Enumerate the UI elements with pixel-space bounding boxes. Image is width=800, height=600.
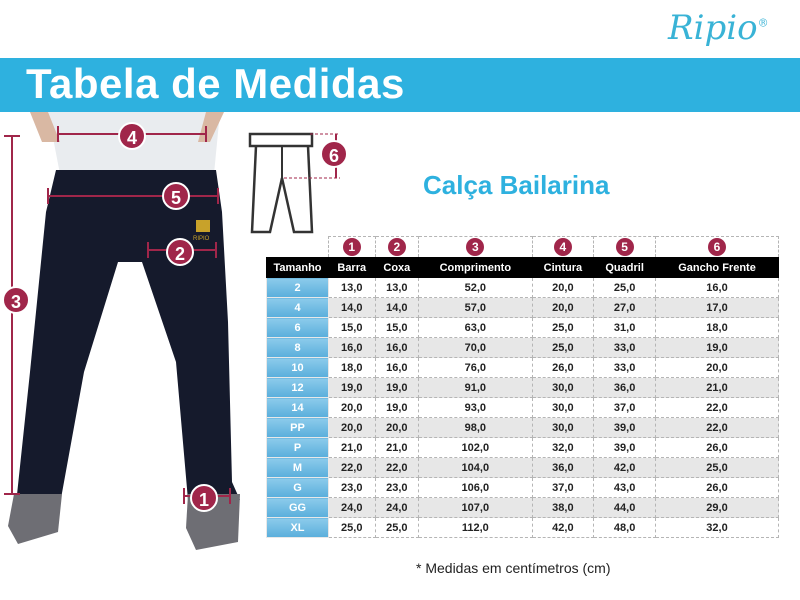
measure-cell: 32,0	[656, 518, 779, 538]
title-banner	[0, 58, 800, 112]
measure-cell: 33,0	[594, 358, 656, 378]
table-row	[267, 298, 779, 318]
measure-cell: 22,0	[329, 458, 376, 478]
size-table	[266, 236, 779, 538]
empty-cell	[267, 237, 329, 258]
measure-cell: 22,0	[375, 458, 419, 478]
column-number-cell	[375, 237, 419, 258]
badge-hem: 1	[190, 484, 218, 512]
header-hem: Barra	[329, 258, 376, 278]
header-waist: Cintura	[532, 258, 594, 278]
column-number-badge: 6	[708, 238, 726, 256]
measure-cell: 63,0	[419, 318, 532, 338]
measure-cell: 14,0	[329, 298, 376, 318]
size-cell: 6	[267, 318, 329, 338]
header-size: Tamanho	[267, 258, 329, 278]
measure-cell: 107,0	[419, 498, 532, 518]
page-title: Tabela de Medidas	[26, 60, 405, 107]
measure-cell: 29,0	[656, 498, 779, 518]
column-number-cell	[532, 237, 594, 258]
size-cell: M	[267, 458, 329, 478]
measure-cell: 19,0	[375, 378, 419, 398]
column-number-badge: 1	[343, 238, 361, 256]
table-row	[267, 518, 779, 538]
measure-cell: 70,0	[419, 338, 532, 358]
left-shoe	[8, 494, 62, 544]
measure-cell: 22,0	[656, 398, 779, 418]
measure-cell: 20,0	[656, 358, 779, 378]
measure-cell: 19,0	[329, 378, 376, 398]
measure-cell: 24,0	[329, 498, 376, 518]
column-number-badge: 4	[554, 238, 572, 256]
measure-cell: 38,0	[532, 498, 594, 518]
header-rise: Gancho Frente	[656, 258, 779, 278]
measure-cell: 15,0	[329, 318, 376, 338]
measure-cell: 15,0	[375, 318, 419, 338]
column-number-badge: 5	[616, 238, 634, 256]
measure-cell: 52,0	[419, 278, 532, 298]
measure-cell: 23,0	[329, 478, 376, 498]
measure-cell: 39,0	[594, 438, 656, 458]
column-number-row	[267, 237, 779, 258]
measure-cell: 18,0	[329, 358, 376, 378]
measure-cell: 112,0	[419, 518, 532, 538]
measure-cell: 98,0	[419, 418, 532, 438]
column-number-badge: 3	[466, 238, 484, 256]
brand-name: Ripio	[668, 8, 758, 48]
measure-cell: 25,0	[532, 318, 594, 338]
pants-logo-text: RIPIO	[193, 236, 210, 242]
measure-cell: 25,0	[594, 278, 656, 298]
badge-waist: 4	[118, 122, 146, 150]
measure-cell: 20,0	[329, 398, 376, 418]
measure-cell: 20,0	[375, 418, 419, 438]
measure-cell: 44,0	[594, 498, 656, 518]
measure-cell: 26,0	[532, 358, 594, 378]
measure-cell: 36,0	[594, 378, 656, 398]
measure-cell: 42,0	[532, 518, 594, 538]
measure-cell: 21,0	[375, 438, 419, 458]
footnote: * Medidas em centímetros (cm)	[416, 560, 611, 576]
measure-cell: 24,0	[375, 498, 419, 518]
measure-cell: 25,0	[656, 458, 779, 478]
measure-cell: 25,0	[375, 518, 419, 538]
measure-cell: 31,0	[594, 318, 656, 338]
measure-cell: 22,0	[656, 418, 779, 438]
measure-cell: 20,0	[532, 298, 594, 318]
measure-cell: 48,0	[594, 518, 656, 538]
measure-cell: 25,0	[329, 518, 376, 538]
table-body	[267, 278, 779, 538]
measure-cell: 104,0	[419, 458, 532, 478]
measure-cell: 57,0	[419, 298, 532, 318]
table-row	[267, 338, 779, 358]
header-hip: Quadril	[594, 258, 656, 278]
header-length: Comprimento	[419, 258, 532, 278]
column-number-cell	[329, 237, 376, 258]
measure-cell: 13,0	[375, 278, 419, 298]
column-number-cell	[419, 237, 532, 258]
measure-cell: 19,0	[656, 338, 779, 358]
measure-cell: 37,0	[532, 478, 594, 498]
size-cell: XL	[267, 518, 329, 538]
measure-cell: 13,0	[329, 278, 376, 298]
size-cell: 12	[267, 378, 329, 398]
table-row	[267, 498, 779, 518]
table-row	[267, 278, 779, 298]
table-row	[267, 318, 779, 338]
measure-cell: 23,0	[375, 478, 419, 498]
measure-cell: 17,0	[656, 298, 779, 318]
trousers-waistband	[250, 134, 312, 146]
table-header-row	[267, 258, 779, 278]
size-cell: 2	[267, 278, 329, 298]
column-number-badge: 2	[388, 238, 406, 256]
measure-cell: 16,0	[329, 338, 376, 358]
measure-cell: 30,0	[532, 398, 594, 418]
size-cell: 4	[267, 298, 329, 318]
header-thigh: Coxa	[375, 258, 419, 278]
size-cell: P	[267, 438, 329, 458]
measure-cell: 76,0	[419, 358, 532, 378]
measure-cell: 16,0	[375, 338, 419, 358]
table-row	[267, 358, 779, 378]
table-row	[267, 398, 779, 418]
measure-cell: 18,0	[656, 318, 779, 338]
pants-logo-mark	[196, 220, 210, 232]
measure-cell: 20,0	[532, 278, 594, 298]
measure-cell: 43,0	[594, 478, 656, 498]
table-row	[267, 458, 779, 478]
size-cell: 10	[267, 358, 329, 378]
measure-cell: 32,0	[532, 438, 594, 458]
badge-thigh: 2	[166, 238, 194, 266]
size-cell: GG	[267, 498, 329, 518]
measure-cell: 16,0	[375, 358, 419, 378]
brand-logo	[668, 8, 769, 48]
measure-cell: 19,0	[375, 398, 419, 418]
measure-cell: 93,0	[419, 398, 532, 418]
measure-cell: 25,0	[532, 338, 594, 358]
measure-cell: 106,0	[419, 478, 532, 498]
size-cell: 8	[267, 338, 329, 358]
table-row	[267, 418, 779, 438]
measure-cell: 16,0	[656, 278, 779, 298]
column-number-cell	[656, 237, 779, 258]
measure-cell: 42,0	[594, 458, 656, 478]
size-cell: 14	[267, 398, 329, 418]
badge-hip: 5	[162, 182, 190, 210]
measure-cell: 33,0	[594, 338, 656, 358]
column-number-cell	[594, 237, 656, 258]
measure-cell: 36,0	[532, 458, 594, 478]
measure-cell: 14,0	[375, 298, 419, 318]
measure-cell: 102,0	[419, 438, 532, 458]
measure-cell: 37,0	[594, 398, 656, 418]
badge-rise: 6	[320, 140, 348, 168]
registered-mark: ®	[757, 16, 769, 30]
badge-length: 3	[2, 286, 30, 314]
measure-cell: 30,0	[532, 418, 594, 438]
size-cell: PP	[267, 418, 329, 438]
measure-cell: 26,0	[656, 438, 779, 458]
size-cell: G	[267, 478, 329, 498]
table-row	[267, 438, 779, 458]
product-title: Calça Bailarina	[423, 170, 610, 200]
measure-cell: 30,0	[532, 378, 594, 398]
measure-cell: 27,0	[594, 298, 656, 318]
measure-cell: 20,0	[329, 418, 376, 438]
measure-cell: 21,0	[329, 438, 376, 458]
measure-cell: 91,0	[419, 378, 532, 398]
table-row	[267, 378, 779, 398]
measure-cell: 26,0	[656, 478, 779, 498]
model-photo	[0, 112, 250, 600]
table-row	[267, 478, 779, 498]
measure-cell: 21,0	[656, 378, 779, 398]
measure-cell: 39,0	[594, 418, 656, 438]
